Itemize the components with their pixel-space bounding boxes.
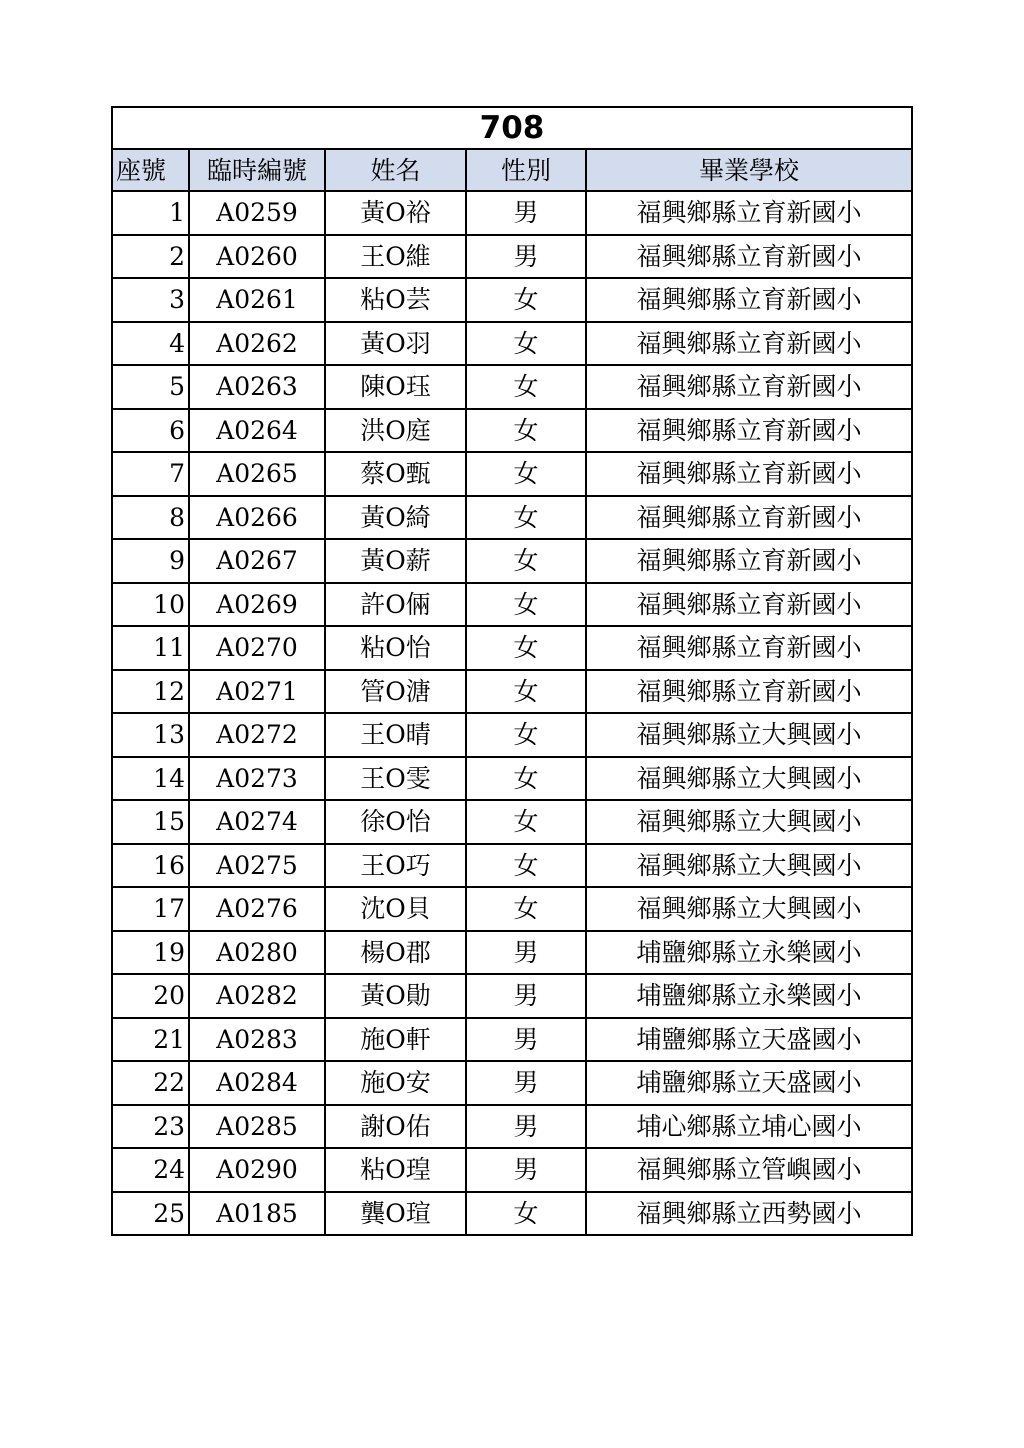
- table-row: [112, 844, 912, 888]
- temp-id-cell: A0283: [189, 1018, 325, 1062]
- table-row: [112, 1018, 912, 1062]
- school-cell: 福興鄉縣立育新國小: [586, 583, 912, 627]
- seat-cell: 7: [112, 452, 189, 496]
- temp-id-cell: A0284: [189, 1061, 325, 1105]
- gender-cell: 女: [466, 365, 586, 409]
- class-roster-table: [111, 106, 913, 1236]
- temp-id-cell: A0262: [189, 322, 325, 366]
- table-row: [112, 365, 912, 409]
- seat-cell: 10: [112, 583, 189, 627]
- seat-cell: 23: [112, 1105, 189, 1149]
- school-cell: 福興鄉縣立育新國小: [586, 322, 912, 366]
- gender-cell: 女: [466, 713, 586, 757]
- name-cell: 管O溏: [325, 670, 466, 714]
- seat-cell: 2: [112, 235, 189, 279]
- school-cell: 福興鄉縣立管嶼國小: [586, 1148, 912, 1192]
- gender-cell: 女: [466, 278, 586, 322]
- gender-cell: 女: [466, 539, 586, 583]
- name-cell: 黃O綺: [325, 496, 466, 540]
- table-row: [112, 278, 912, 322]
- seat-cell: 14: [112, 757, 189, 801]
- temp-id-cell: A0269: [189, 583, 325, 627]
- temp-id-cell: A0271: [189, 670, 325, 714]
- table-row: [112, 1192, 912, 1236]
- temp-id-cell: A0274: [189, 800, 325, 844]
- gender-cell: 女: [466, 626, 586, 670]
- seat-cell: 1: [112, 191, 189, 235]
- school-cell: 福興鄉縣立育新國小: [586, 670, 912, 714]
- table-row: [112, 409, 912, 453]
- temp-id-cell: A0282: [189, 974, 325, 1018]
- class-title: 708: [112, 107, 912, 149]
- name-cell: 王O巧: [325, 844, 466, 888]
- school-cell: 福興鄉縣立大興國小: [586, 713, 912, 757]
- table-row: [112, 670, 912, 714]
- header-temp-id: 臨時編號: [189, 149, 325, 191]
- table-row: [112, 931, 912, 975]
- table-row: [112, 1105, 912, 1149]
- temp-id-cell: A0272: [189, 713, 325, 757]
- school-cell: 埔鹽鄉縣立天盛國小: [586, 1018, 912, 1062]
- table-row: [112, 626, 912, 670]
- name-cell: 粘O瑝: [325, 1148, 466, 1192]
- header-school: 畢業學校: [586, 149, 912, 191]
- school-cell: 福興鄉縣立育新國小: [586, 496, 912, 540]
- name-cell: 許O倆: [325, 583, 466, 627]
- name-cell: 龔O瑄: [325, 1192, 466, 1236]
- table-row: [112, 713, 912, 757]
- table-row: [112, 1148, 912, 1192]
- school-cell: 福興鄉縣立大興國小: [586, 800, 912, 844]
- table-row: [112, 887, 912, 931]
- gender-cell: 男: [466, 1148, 586, 1192]
- table-row: [112, 452, 912, 496]
- name-cell: 王O晴: [325, 713, 466, 757]
- temp-id-cell: A0261: [189, 278, 325, 322]
- school-cell: 福興鄉縣立育新國小: [586, 452, 912, 496]
- name-cell: 沈O貝: [325, 887, 466, 931]
- temp-id-cell: A0263: [189, 365, 325, 409]
- gender-cell: 女: [466, 800, 586, 844]
- header-seat: 座號: [112, 149, 189, 191]
- gender-cell: 男: [466, 1105, 586, 1149]
- gender-cell: 女: [466, 496, 586, 540]
- table-row: [112, 496, 912, 540]
- name-cell: 施O軒: [325, 1018, 466, 1062]
- school-cell: 埔鹽鄉縣立天盛國小: [586, 1061, 912, 1105]
- name-cell: 黃O薪: [325, 539, 466, 583]
- temp-id-cell: A0266: [189, 496, 325, 540]
- title-row: [112, 107, 912, 149]
- temp-id-cell: A0276: [189, 887, 325, 931]
- school-cell: 福興鄉縣立育新國小: [586, 409, 912, 453]
- school-cell: 福興鄉縣立大興國小: [586, 757, 912, 801]
- seat-cell: 8: [112, 496, 189, 540]
- seat-cell: 25: [112, 1192, 189, 1236]
- table-row: [112, 974, 912, 1018]
- school-cell: 福興鄉縣立育新國小: [586, 626, 912, 670]
- gender-cell: 女: [466, 452, 586, 496]
- school-cell: 福興鄉縣立育新國小: [586, 235, 912, 279]
- table-row: [112, 757, 912, 801]
- table-row: [112, 191, 912, 235]
- gender-cell: 女: [466, 757, 586, 801]
- school-cell: 埔鹽鄉縣立永樂國小: [586, 931, 912, 975]
- temp-id-cell: A0260: [189, 235, 325, 279]
- school-cell: 福興鄉縣立育新國小: [586, 191, 912, 235]
- name-cell: 徐O怡: [325, 800, 466, 844]
- seat-cell: 9: [112, 539, 189, 583]
- seat-cell: 11: [112, 626, 189, 670]
- table-row: [112, 235, 912, 279]
- temp-id-cell: A0185: [189, 1192, 325, 1236]
- name-cell: 黃O勛: [325, 974, 466, 1018]
- seat-cell: 19: [112, 931, 189, 975]
- temp-id-cell: A0273: [189, 757, 325, 801]
- temp-id-cell: A0270: [189, 626, 325, 670]
- gender-cell: 女: [466, 1192, 586, 1236]
- seat-cell: 3: [112, 278, 189, 322]
- name-cell: 蔡O甄: [325, 452, 466, 496]
- name-cell: 洪O庭: [325, 409, 466, 453]
- name-cell: 黃O裕: [325, 191, 466, 235]
- seat-cell: 6: [112, 409, 189, 453]
- gender-cell: 女: [466, 887, 586, 931]
- table-row: [112, 800, 912, 844]
- gender-cell: 男: [466, 1061, 586, 1105]
- seat-cell: 17: [112, 887, 189, 931]
- header-name: 姓名: [325, 149, 466, 191]
- school-cell: 福興鄉縣立育新國小: [586, 365, 912, 409]
- seat-cell: 24: [112, 1148, 189, 1192]
- temp-id-cell: A0265: [189, 452, 325, 496]
- temp-id-cell: A0285: [189, 1105, 325, 1149]
- temp-id-cell: A0275: [189, 844, 325, 888]
- school-cell: 福興鄉縣立育新國小: [586, 278, 912, 322]
- seat-cell: 12: [112, 670, 189, 714]
- temp-id-cell: A0264: [189, 409, 325, 453]
- gender-cell: 女: [466, 409, 586, 453]
- school-cell: 福興鄉縣立西勢國小: [586, 1192, 912, 1236]
- name-cell: 王O維: [325, 235, 466, 279]
- name-cell: 粘O怡: [325, 626, 466, 670]
- school-cell: 福興鄉縣立育新國小: [586, 539, 912, 583]
- table-row: [112, 1061, 912, 1105]
- name-cell: 楊O郡: [325, 931, 466, 975]
- gender-cell: 男: [466, 235, 586, 279]
- seat-cell: 20: [112, 974, 189, 1018]
- school-cell: 埔鹽鄉縣立永樂國小: [586, 974, 912, 1018]
- name-cell: 陳O珏: [325, 365, 466, 409]
- gender-cell: 女: [466, 844, 586, 888]
- header-row: [112, 149, 912, 191]
- gender-cell: 女: [466, 670, 586, 714]
- seat-cell: 22: [112, 1061, 189, 1105]
- temp-id-cell: A0267: [189, 539, 325, 583]
- table-row: [112, 322, 912, 366]
- gender-cell: 女: [466, 322, 586, 366]
- temp-id-cell: A0259: [189, 191, 325, 235]
- seat-cell: 13: [112, 713, 189, 757]
- gender-cell: 女: [466, 583, 586, 627]
- seat-cell: 16: [112, 844, 189, 888]
- seat-cell: 15: [112, 800, 189, 844]
- school-cell: 福興鄉縣立大興國小: [586, 887, 912, 931]
- table-row: [112, 539, 912, 583]
- name-cell: 王O雯: [325, 757, 466, 801]
- gender-cell: 男: [466, 1018, 586, 1062]
- name-cell: 施O安: [325, 1061, 466, 1105]
- gender-cell: 男: [466, 931, 586, 975]
- roster-body: [112, 191, 912, 1235]
- seat-cell: 4: [112, 322, 189, 366]
- temp-id-cell: A0280: [189, 931, 325, 975]
- school-cell: 埔心鄉縣立埔心國小: [586, 1105, 912, 1149]
- name-cell: 黃O羽: [325, 322, 466, 366]
- seat-cell: 5: [112, 365, 189, 409]
- name-cell: 粘O芸: [325, 278, 466, 322]
- school-cell: 福興鄉縣立大興國小: [586, 844, 912, 888]
- header-gender: 性別: [466, 149, 586, 191]
- name-cell: 謝O佑: [325, 1105, 466, 1149]
- table-row: [112, 583, 912, 627]
- seat-cell: 21: [112, 1018, 189, 1062]
- temp-id-cell: A0290: [189, 1148, 325, 1192]
- gender-cell: 男: [466, 191, 586, 235]
- gender-cell: 男: [466, 974, 586, 1018]
